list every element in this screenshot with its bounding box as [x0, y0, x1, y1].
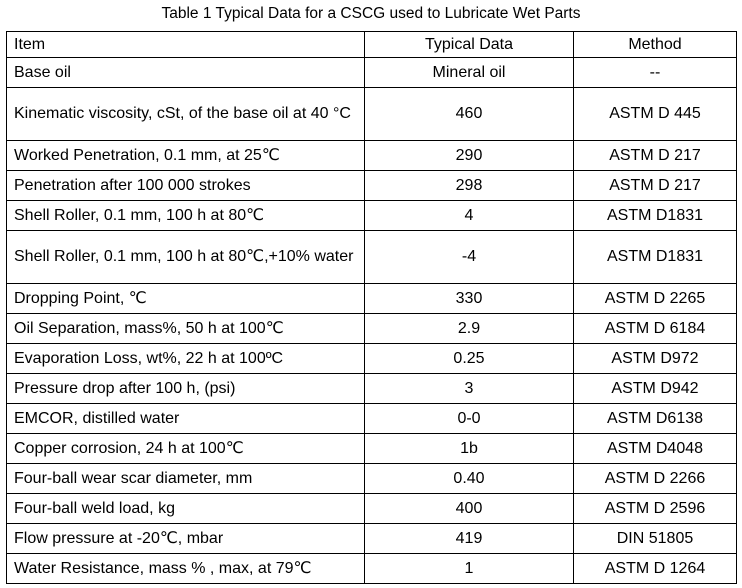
cell-method: ASTM D 2596	[574, 494, 737, 524]
cell-item: Worked Penetration, 0.1 mm, at 25℃	[7, 141, 365, 171]
cell-typical: 0.25	[365, 344, 574, 374]
table-row	[7, 554, 737, 584]
cell-item: Shell Roller, 0.1 mm, 100 h at 80℃,+10% water	[7, 231, 365, 284]
cell-item: Base oil	[7, 58, 365, 88]
header-method: Method	[574, 32, 737, 58]
cell-item: Pressure drop after 100 h, (psi)	[7, 374, 365, 404]
cell-item: Dropping Point, ℃	[7, 284, 365, 314]
cell-method: ASTM D6138	[574, 404, 737, 434]
cell-typical: 419	[365, 524, 574, 554]
cell-typical: 1	[365, 554, 574, 584]
header-typical-data: Typical Data	[365, 32, 574, 58]
cell-typical: 298	[365, 171, 574, 201]
cell-method: DIN 51805	[574, 524, 737, 554]
cell-typical: 4	[365, 201, 574, 231]
table-row	[7, 284, 737, 314]
cell-typical: Mineral oil	[365, 58, 574, 88]
cell-typical: -4	[365, 231, 574, 284]
cell-typical: 400	[365, 494, 574, 524]
table-caption: Table 1 Typical Data for a CSCG used to Lubricate Wet Parts	[161, 5, 581, 22]
cell-method: ASTM D 445	[574, 88, 737, 141]
table-row	[7, 141, 737, 171]
cell-method: ASTM D1831	[574, 201, 737, 231]
cell-method: ASTM D1831	[574, 231, 737, 284]
table-row	[7, 58, 737, 88]
table-row	[7, 344, 737, 374]
table-row	[7, 88, 737, 141]
table-row	[7, 524, 737, 554]
cell-item: Four-ball wear scar diameter, mm	[7, 464, 365, 494]
cell-method: ASTM D972	[574, 344, 737, 374]
cell-item: Four-ball weld load, kg	[7, 494, 365, 524]
cell-item: Water Resistance, mass % , max, at 79℃	[7, 554, 365, 584]
cell-typical: 330	[365, 284, 574, 314]
cell-typical: 0-0	[365, 404, 574, 434]
table-row	[7, 434, 737, 464]
cell-item: Penetration after 100 000 strokes	[7, 171, 365, 201]
cell-typical: 460	[365, 88, 574, 141]
header-row	[7, 32, 737, 58]
cell-method: ASTM D 2265	[574, 284, 737, 314]
cell-item: Copper corrosion, 24 h at 100℃	[7, 434, 365, 464]
cell-item: Shell Roller, 0.1 mm, 100 h at 80℃	[7, 201, 365, 231]
cell-method: --	[574, 58, 737, 88]
cell-item: Oil Separation, mass%, 50 h at 100℃	[7, 314, 365, 344]
cell-item: Flow pressure at -20℃, mbar	[7, 524, 365, 554]
cell-method: ASTM D 1264	[574, 554, 737, 584]
cell-typical: 0.40	[365, 464, 574, 494]
table-row	[7, 231, 737, 284]
table-row	[7, 171, 737, 201]
cell-method: ASTM D 6184	[574, 314, 737, 344]
table-row	[7, 374, 737, 404]
cell-typical: 2.9	[365, 314, 574, 344]
cell-typical: 1b	[365, 434, 574, 464]
cell-item: Kinematic viscosity, cSt, of the base oil at 40 °C	[7, 88, 365, 141]
cell-method: ASTM D 2266	[574, 464, 737, 494]
table-row	[7, 494, 737, 524]
table-row	[7, 404, 737, 434]
cell-item: Evaporation Loss, wt%, 22 h at 100ºC	[7, 344, 365, 374]
cell-item: EMCOR, distilled water	[7, 404, 365, 434]
cell-method: ASTM D 217	[574, 141, 737, 171]
table-row	[7, 314, 737, 344]
cell-method: ASTM D942	[574, 374, 737, 404]
cell-method: ASTM D 217	[574, 171, 737, 201]
table-row	[7, 464, 737, 494]
header-item: Item	[7, 32, 365, 58]
cell-typical: 3	[365, 374, 574, 404]
cell-method: ASTM D4048	[574, 434, 737, 464]
cell-typical: 290	[365, 141, 574, 171]
typical-data-table	[6, 31, 737, 584]
table-row	[7, 201, 737, 231]
